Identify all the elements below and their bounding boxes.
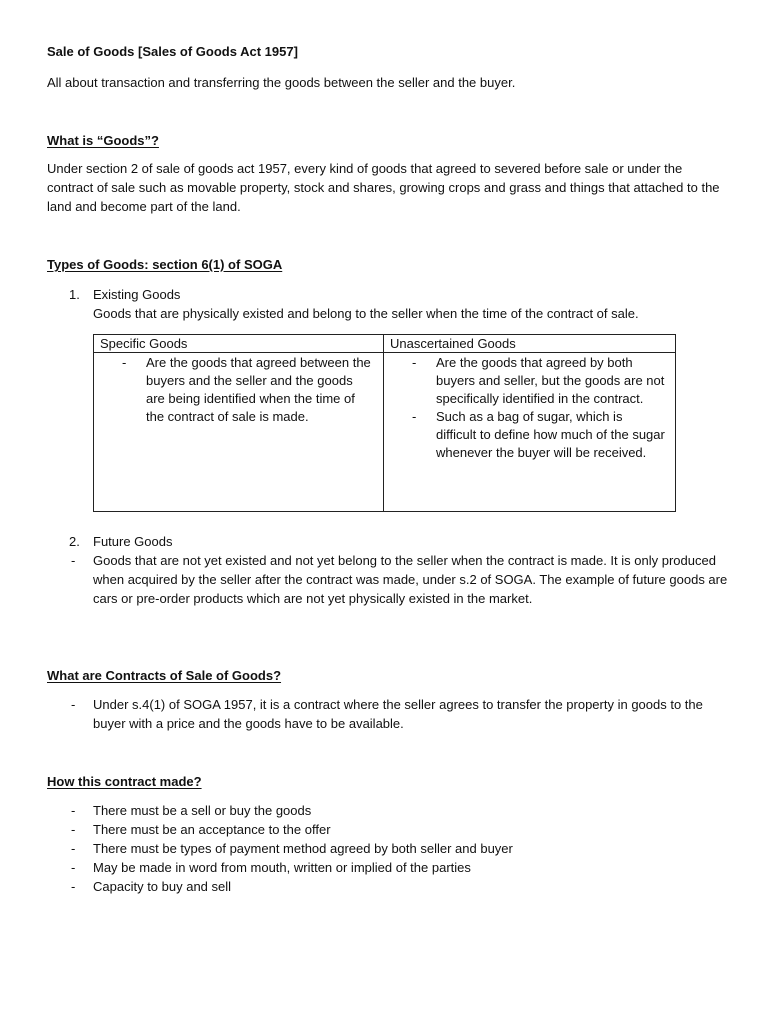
existing-goods-title: Existing Goods [93, 287, 181, 302]
specific-goods-header: Specific Goods [94, 335, 384, 353]
bullet-dash: - [412, 409, 417, 424]
bullet-dash: - [71, 697, 76, 712]
list-item: May be made in word from mouth, written or implied of the parties [93, 860, 471, 875]
document-title: Sale of Goods [Sales of Goods Act 1957] [47, 44, 298, 59]
bullet-dash: - [71, 803, 76, 818]
table-header-row [94, 335, 676, 353]
list-item: - Are the goods that agreed between the buyers and the seller and the goods are being identified when the time of the contract of sale is made. [122, 355, 371, 424]
bullet-dash: - [122, 355, 127, 370]
how-made-heading: How this contract made? [47, 774, 202, 789]
future-goods-description: Goods that are not yet existed and not yet belong to the seller when the contract is made. It is only produced when acquired by the seller after the contract was made, under s.2 of SOGA. The example of future goods are cars or pre-order products which are not yet physically existed in the market. [93, 553, 728, 606]
types-heading: Types of Goods: section 6(1) of SOGA [47, 257, 283, 272]
goods-definition: Under section 2 of sale of goods act 1957, every kind of goods that agreed to severed before sale or under the contract of sale such as movable property, stock and shares, growing crops and grass and things that attached to the land and become part of the land. [47, 161, 720, 214]
list-item: - Are the goods that agreed by both buyers and seller, but the goods are not specifically identified in the contract. [412, 355, 665, 406]
table-body-row [94, 353, 676, 512]
unascertained-goods-header: Unascertained Goods [384, 335, 676, 353]
bullet-dash: - [71, 841, 76, 856]
list-item: - Such as a bag of sugar, which is difficult to define how much of the sugar whenever the buyer will be received. [412, 409, 665, 460]
list-item: There must be types of payment method agreed by both seller and buyer [93, 841, 513, 856]
intro-text: All about transaction and transferring the goods between the seller and the buyer. [47, 75, 516, 90]
bullet-dash: - [71, 879, 76, 894]
goods-heading: What is “Goods”? [47, 133, 159, 148]
existing-goods-description: Goods that are physically existed and belong to the seller when the time of the contract of sale. [93, 306, 639, 321]
list-item: There must be an acceptance to the offer [93, 822, 331, 837]
contracts-definition: Under s.4(1) of SOGA 1957, it is a contract where the seller agrees to transfer the property in goods to the buyer with a price and the goods have to be available. [93, 697, 703, 731]
bullet-dash: - [412, 355, 417, 370]
list-item: Capacity to buy and sell [93, 879, 232, 894]
list-item: There must be a sell or buy the goods [93, 803, 312, 818]
bullet-dash: - [71, 860, 76, 875]
unascertained-goods-cell [384, 353, 676, 512]
existing-goods-number: 1. [69, 287, 80, 302]
future-goods-number: 2. [69, 534, 80, 549]
contracts-heading: What are Contracts of Sale of Goods? [47, 668, 282, 683]
specific-goods-cell [94, 353, 384, 512]
bullet-dash: - [71, 553, 76, 568]
goods-types-table [93, 334, 676, 512]
bullet-dash: - [71, 822, 76, 837]
future-goods-title: Future Goods [93, 534, 173, 549]
